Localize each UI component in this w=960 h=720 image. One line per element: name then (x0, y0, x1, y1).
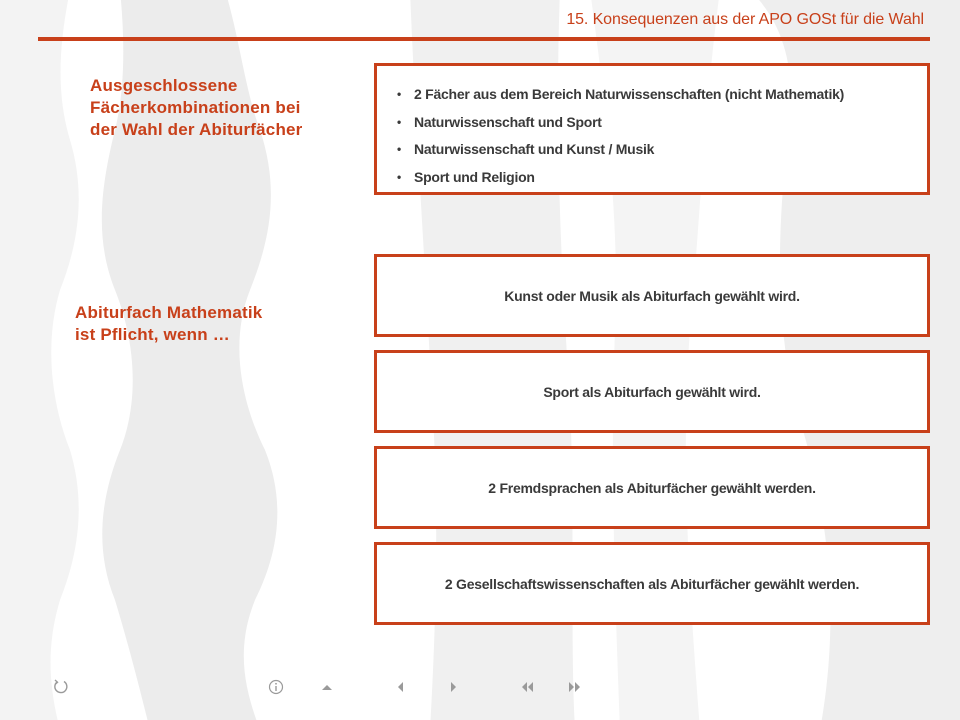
condition-box (374, 446, 930, 529)
background-wave-left-outer (0, 0, 79, 720)
math-mandatory-heading (75, 302, 345, 346)
up-arrow-icon[interactable] (316, 676, 338, 698)
heading-line: Ausgeschlossene (90, 76, 238, 95)
list-item-text: Sport und Religion (414, 168, 535, 185)
list-item (397, 137, 927, 165)
list-item-text: Naturwissenschaft und Sport (414, 113, 602, 130)
excluded-combinations-box (374, 63, 930, 195)
list-item-text: Naturwissenschaft und Kunst / Musik (414, 141, 655, 157)
last-slide-icon[interactable] (564, 676, 586, 698)
slide-title: 15. Konsequenzen aus der APO GOSt für die Wahl (566, 11, 924, 28)
slide-navigation-bar (0, 676, 960, 706)
bullet-icon: • (397, 142, 401, 156)
excluded-combinations-list (397, 82, 927, 192)
first-slide-icon[interactable] (516, 676, 538, 698)
bullet-icon: • (397, 114, 401, 129)
list-item-text: 2 Fächer aus dem Bereich Naturwissenschaften (nicht Mathematik) (414, 86, 845, 102)
bullet-icon: • (397, 87, 401, 101)
list-item (397, 110, 927, 138)
condition-box (374, 542, 930, 625)
heading-line: Abiturfach Mathematik (75, 303, 263, 322)
heading-line: ist Pflicht, wenn … (75, 325, 230, 344)
condition-box (374, 254, 930, 337)
list-item (397, 82, 927, 110)
condition-box (374, 350, 930, 433)
info-icon[interactable] (265, 676, 287, 698)
condition-text: Kunst oder Musik als Abiturfach gewählt wird. (504, 287, 800, 304)
bullet-icon: • (397, 169, 401, 184)
list-item (397, 165, 927, 193)
condition-text: 2 Fremdsprachen als Abiturfächer gewählt werden. (488, 479, 816, 496)
next-icon[interactable] (442, 676, 464, 698)
heading-line: Fächerkombinationen bei (90, 98, 301, 117)
previous-icon[interactable] (390, 676, 412, 698)
condition-text: 2 Gesellschaftswissenschaften als Abiturfächer gewählt werden. (444, 575, 860, 592)
excluded-combinations-heading (90, 75, 360, 141)
condition-text: Sport als Abiturfach gewählt wird. (543, 383, 761, 400)
header-divider (38, 37, 930, 41)
return-icon[interactable] (50, 676, 72, 698)
heading-line: der Wahl der Abiturfächer (90, 120, 303, 139)
